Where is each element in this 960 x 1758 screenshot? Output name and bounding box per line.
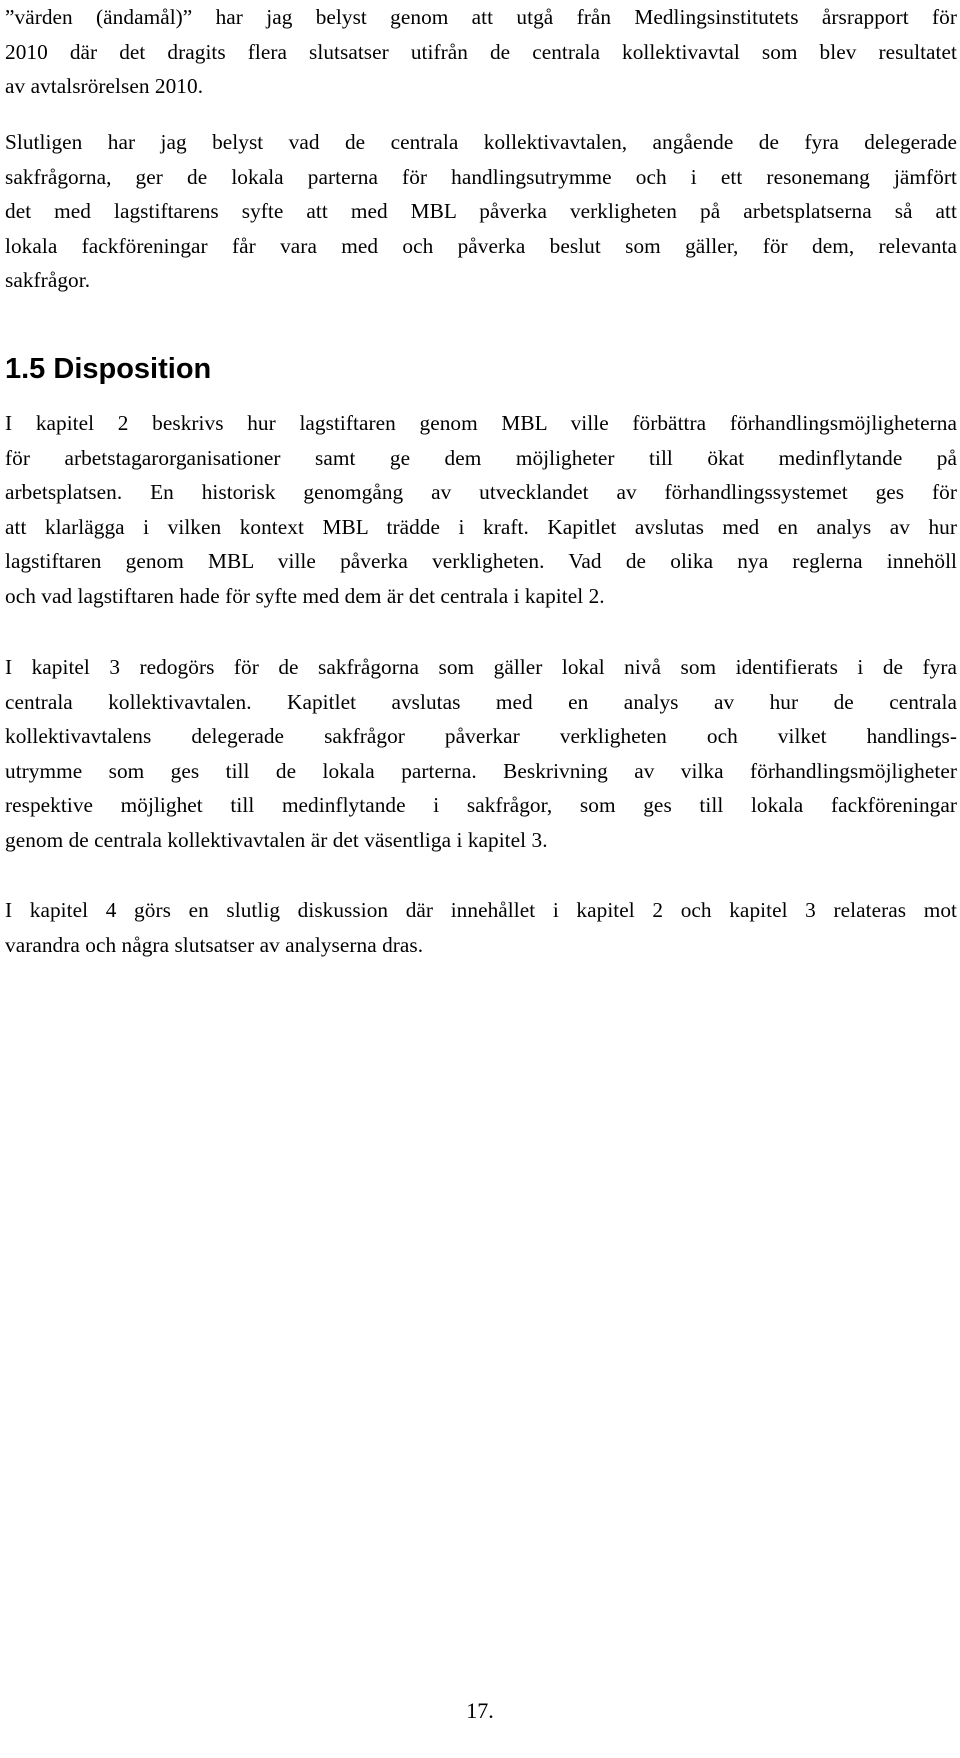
paragraph-line: av avtalsrörelsen 2010. — [5, 74, 204, 99]
paragraph-line: lagstiftaren genom MBL ville påverka verkligheten. Vad de olika nya reglerna innehöll — [5, 549, 957, 574]
paragraph-line: och vad lagstiftaren hade för syfte med dem är det centrala i kapitel 2. — [5, 583, 605, 608]
paragraph-line: varandra och några slutsatser av analyserna dras. — [5, 932, 424, 957]
paragraph-line: genom de centrala kollektivavtalen är det väsentliga i kapitel 3. — [5, 827, 548, 852]
paragraph-line: centrala kollektivavtalen. Kapitlet avslutas med en analys av hur de centrala — [5, 689, 957, 714]
paragraph-line: I kapitel 4 görs en slutlig diskussion där innehållet i kapitel 2 och kapitel 3 relateras mot — [5, 898, 957, 922]
paragraph-kapitel-3 — [5, 650, 957, 858]
paragraph-line: för arbetstagarorganisationer samt ge dem möjligheter till ökat medinflytande på — [5, 445, 957, 470]
paragraph-line: I kapitel 2 beskrivs hur lagstiftaren genom MBL ville förbättra förhandlingsmöjligheterna — [5, 411, 957, 435]
paragraph-line: ”värden (ändamål)” har jag belyst genom att utgå från Medlingsinstitutets årsrapport för — [5, 5, 957, 29]
paragraph-line: respektive möjlighet till medinflytande i sakfrågor, som ges till lokala fackföreningar — [5, 793, 957, 818]
paragraph-line: sakfrågorna, ger de lokala parterna för handlingsutrymme och i ett resonemang jämfört — [5, 164, 957, 189]
paragraph-intro — [5, 0, 957, 104]
paragraph-line: sakfrågor. — [5, 268, 91, 293]
paragraph-line: arbetsplatsen. En historisk genomgång av utvecklandet av förhandlingssystemet ges för — [5, 480, 957, 505]
paragraph-line: det med lagstiftarens syfte att med MBL påverka verkligheten på arbetsplatserna så att — [5, 199, 957, 224]
paragraph-line: Slutligen har jag belyst vad de centrala kollektivavtalen, angående de fyra delegerade — [5, 130, 957, 154]
paragraph-kapitel-4 — [5, 893, 957, 962]
paragraph-line: I kapitel 3 redogörs för de sakfrågorna som gäller lokal nivå som identifierats i de fyra — [5, 655, 957, 679]
page-number: 17. — [466, 1698, 494, 1723]
paragraph-kapitel-2 — [5, 406, 957, 614]
paragraph-line: lokala fackföreningar får vara med och påverka beslut som gäller, för dem, relevanta — [5, 233, 957, 258]
paragraph-line: att klarlägga i vilken kontext MBL trädde i kraft. Kapitlet avslutas med en analys av hur — [5, 514, 957, 539]
paragraph-line: 2010 där det dragits flera slutsatser utifrån de centrala kollektivavtal som blev resultatet — [5, 39, 957, 64]
paragraph-line: utrymme som ges till de lokala parterna. Beskrivning av vilka förhandlingsmöjligheter — [5, 758, 957, 783]
paragraph-slutligen — [5, 125, 957, 298]
section-heading: 1.5 Disposition — [5, 353, 212, 385]
paragraph-line: kollektivavtalens delegerade sakfrågor påverkar verkligheten och vilket handlings- — [5, 724, 957, 749]
